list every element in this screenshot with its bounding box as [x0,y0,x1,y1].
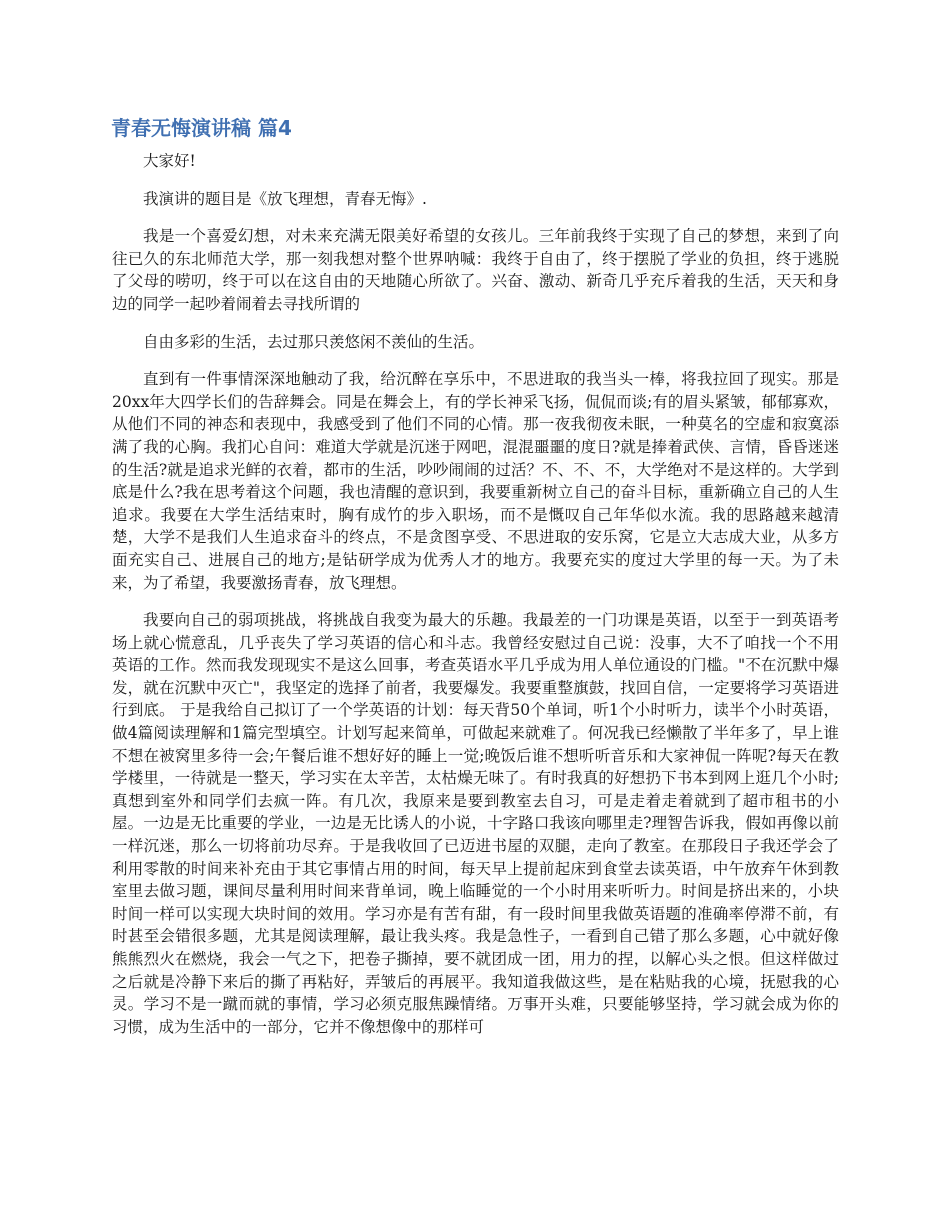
document-body [112,150,839,1053]
paragraph: 直到有一件事情深深地触动了我，给沉醉在享乐中，不思进取的我当头一棒，将我拉回了现实。那是20xx年大四学长们的告辞舞会。同是在舞会上，有的学长神采飞扬，侃侃而谈;有的眉头紧皱，郁郁寡欢，从他们不同的神态和表现中，我感受到了他们不同的心情。那一夜我彻夜未眠，一种莫名的空虚和寂寞添满了我的心胸。我扪心自问：难道大学就是沉迷于网吧，混混噩噩的度日?就是捧着武侠、言情，昏昏迷迷的生活?就是追求光鲜的衣着，都市的生活，吵吵闹闹的过活？不、不、不，大学绝对不是这样的。大学到底是什么?我在思考着这个问题，我也清醒的意识到，我要重新树立自己的奋斗目标，重新确立自己的人生追求。我要在大学生活结束时，胸有成竹的步入职场，而不是慨叹自己年华似水流。我的思路越来越清楚，大学不是我们人生追求奋斗的终点，不是贪图享受、不思进取的安乐窝，它是立大志成大业，从多方面充实自己、进展自己的地方;是钻研学成为优秀人才的地方。我要充实的度过大学里的每一天。为了未来，为了希望，我要激扬青春，放飞理想。 [112,370,839,592]
paragraph-speech-topic: 我演讲的题目是《放飞理想，青春无悔》. [143,189,427,208]
paragraph-greeting: 大家好! [143,152,196,170]
paragraph: 自由多彩的生活，去过那只羡悠闲不羡仙的生活。 [143,332,485,351]
paragraph: 我是一个喜爱幻想，对未来充满无限美好希望的女孩儿。三年前我终于实现了自己的梦想，来到了向往已久的东北师范大学，那一刻我想对整个世界呐喊：我终于自由了，终于摆脱了学业的负担，终于逃脱了父母的唠叨，终于可以在这自由的天地随心所欲了。兴奋、激动、新奇几乎充斥着我的生活，天天和身边的同学一起吵着闹着去寻找所谓的 [112,227,839,313]
paragraph: 我要向自己的弱项挑战，将挑战自我变为最大的乐趣。我最差的一门功课是英语，以至于一到英语考场上就心慌意乱，几乎丧失了学习英语的信心和斗志。我曾经安慰过自己说：没事，大不了咱找一个不用英语的工作。然而我发现现实不是这么回事，考查英语水平几乎成为用人单位通设的门槛。"不在沉默中爆发，就在沉默中灭亡"，我坚定的选择了前者，我要爆发。我要重整旗鼓，找回自信，一定要将学习英语进行到底。 于是我给自己拟订了一个学英语的计划：每天背50个单词，听1个小时听力，读半个小时英语，做4篇阅读理解和1篇完型填空。计划写起来简单，可做起来就难了。何况我已经懒散了半年多了，早上谁不想在被窝里多待一会;午餐后谁不想好好的睡上一觉;晚饭后谁不想听听音乐和大家神侃一阵呢?每天在教学楼里，一待就是一整天，学习实在太辛苦，太枯燥无味了。有时我真的好想扔下书本到网上逛几个小时;真想到室外和同学们去疯一阵。有几次，我原来是要到教室去自习，可是走着走着就到了超市租书的小屋。一边是无比重要的学业，一边是无比诱人的小说，十字路口我该向哪里走?理智告诉我，假如再像以前一样沉迷，那么一切将前功尽弃。于是我收回了已迈进书屋的双腿，走向了教室。在那段日子我还学会了利用零散的时间来补充由于其它事情占用的时间，每天早上提前起床到食堂去读英语，中午放弃午休到教室里去做习题，课间尽量利用时间来背单词，晚上临睡觉的一个小时用来听听力。时间是挤出来的，小块时间一样可以实现大块时间的效用。学习亦是有苦有甜，有一段时间里我做英语题的准确率停滞不前，有时甚至会错很多题，尤其是阅读理解，最让我头疼。我是急性子，一看到自己错了那么多题，心中就好像熊熊烈火在燃烧，我会一气之下，把卷子撕掉，要不就团成一团，用力的捏，以解心头之恨。但这样做过之后就是冷静下来后的撕了再粘好，弄皱后的再展平。我知道我做这些，是在粘贴我的心境，抚慰我的心灵。学习不是一蹴而就的事情，学习必须克服焦躁情绪。万事开头难，只要能够坚持，学习就会成为你的习惯，成为生活中的一部分，它并不像想像中的那样可 [112,611,839,1036]
document-title: 青春无悔演讲稿 篇4 [111,116,292,140]
